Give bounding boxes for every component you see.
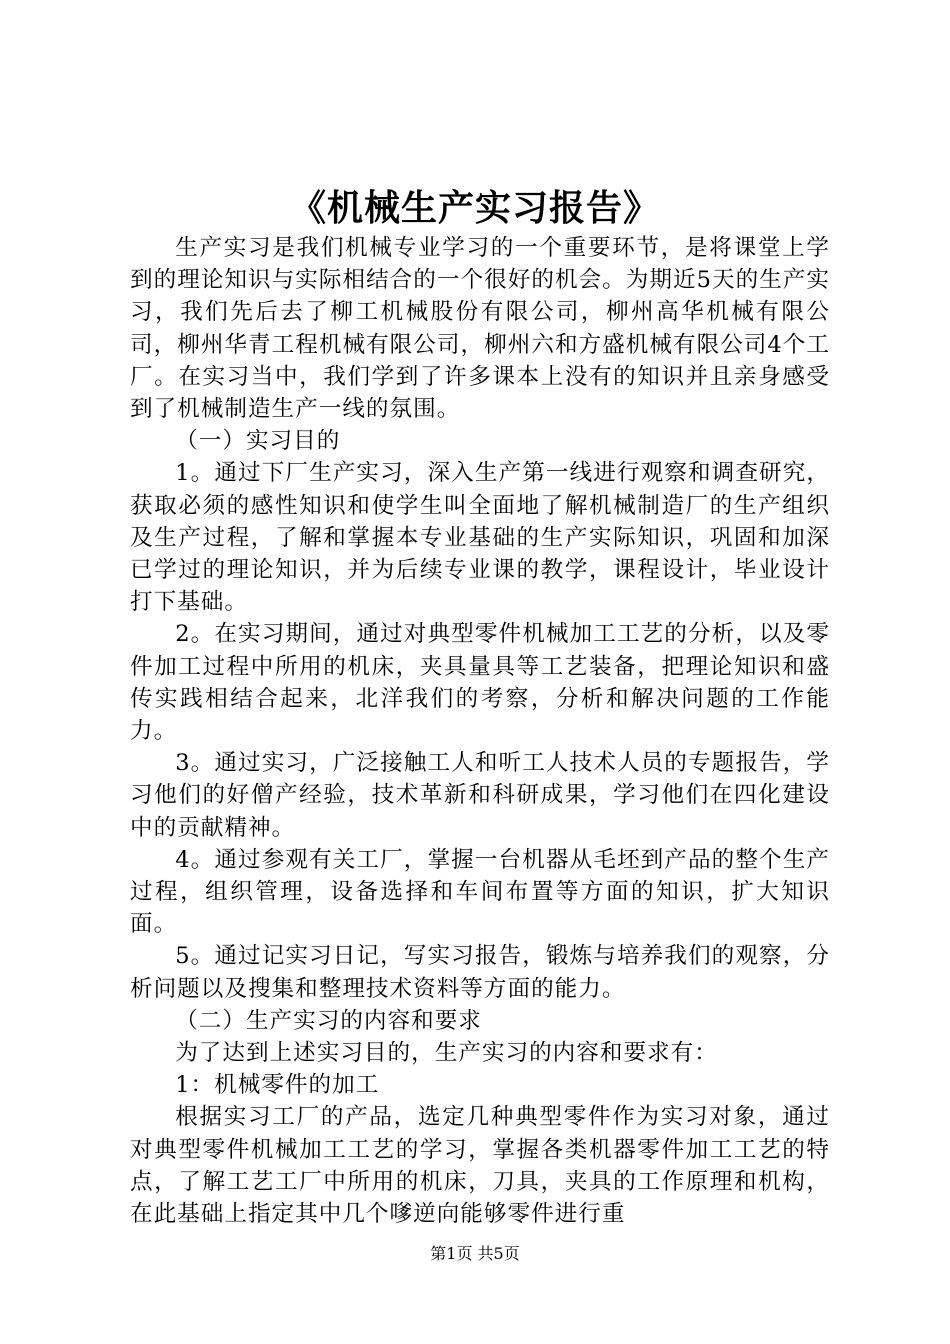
- section-heading-purpose: （一）实习目的: [175, 428, 341, 455]
- page-title: 《机械生产实习报告》: [289, 187, 660, 229]
- document-body: [130, 232, 830, 1230]
- paragraph-machining: 根据实习工厂的产品，选定几种典型零件作为实习对象，通过对典型零件机械加工工艺的学习，掌握各类机器零件加工工艺的特点，了解工艺工厂中所用的机床，刀具，夹具的工作原理和机构，在此基础上指定其中几个嗲逆向能够零件进行重: [130, 1104, 830, 1228]
- subheading-machining: 1：机械零件的加工: [175, 1072, 380, 1099]
- paragraph-content-intro: 为了达到上述实习目的，生产实习的内容和要求有：: [175, 1040, 718, 1067]
- section-heading-content: （二）生产实习的内容和要求: [175, 1007, 482, 1034]
- paragraph-intro: 生产实习是我们机械专业学习的一个重要环节，是将课堂上学到的理论知识与实际相结合的一个很好的机会。为期近5天的生产实习，我们先后去了柳工机械股份有限公司，柳州高华机械有限公司，柳州华青工程机械有限公司，柳州六和方盛机械有限公司4个工厂。在实习当中，我们学到了许多课本上没有的知识并且亲身感受到了机械制造生产一线的氛围。: [130, 235, 830, 423]
- paragraph-purpose-5: 5。通过记实习日记，写实习报告，锻炼与培养我们的观察，分析问题以及搜集和整理技术资料等方面的能力。: [130, 943, 830, 1002]
- paragraph-purpose-3: 3。通过实习，广泛接触工人和听工人技术人员的专题报告，学习他们的好僧产经验，技术革新和科研成果，学习他们在四化建设中的贡献精神。: [130, 750, 830, 841]
- paragraph-purpose-2: 2。在实习期间，通过对典型零件机械加工工艺的分析，以及零件加工过程中所用的机床，夹具量具等工艺装备，把理论知识和盛传实践相结合起来，北洋我们的考察，分析和解决问题的工作能力。: [130, 621, 830, 745]
- page-footer: 第1页 共5页: [430, 1244, 520, 1263]
- paragraph-purpose-4: 4。通过参观有关工厂，掌握一台机器从毛坯到产品的整个生产过程，组织管理，设备选择和车间布置等方面的知识，扩大知识面。: [130, 846, 830, 938]
- paragraph-purpose-1: 1。通过下厂生产实习，深入生产第一线进行观察和调查研究，获取必须的感性知识和使学生叫全面地了解机械制造厂的生产组织及生产过程，了解和掌握本专业基础的生产实际知识，巩固和加深已学过的理论知识，并为后续专业课的教学，课程设计，毕业设计打下基础。: [130, 460, 830, 616]
